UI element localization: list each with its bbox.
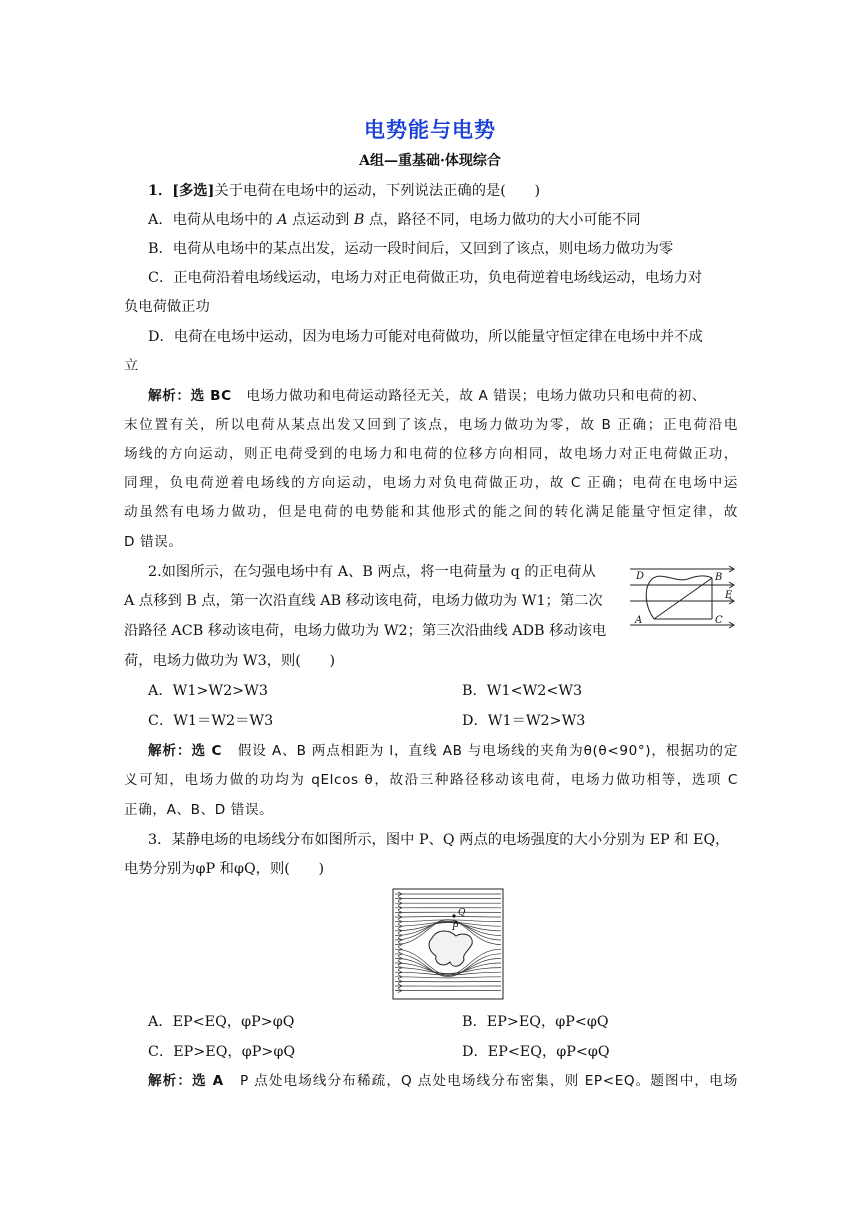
q1-solution-line1: 解析：选 BC 电场力做功和电荷运动路径无关，故 A 错误；电场力做功只和电荷的初、: [148, 388, 707, 404]
q1-solution-line5: 动虽然有电场力做功，但是电荷的电势能和其他形式的能之间的转化满足能量守恒定律，故: [124, 504, 738, 520]
label-q: Q: [458, 908, 466, 918]
q3-stem-line1: 3．某静电场的电场线分布如图所示，图中 P、Q 两点的电场强度的大小分别为 EP 和 EQ，: [148, 832, 730, 848]
q3-stem-line2: 电势分别为φP 和φQ，则( ): [124, 861, 325, 877]
charged-conductor: [429, 931, 472, 966]
field-line: [395, 922, 501, 930]
q2-stem-line3: 沿路径 ACB 移动该电荷，电场力做功为 W2；第三次沿曲线 ADB 移动该电: [124, 623, 607, 639]
label-c: C: [715, 615, 723, 626]
uniform-field-diagram: [626, 561, 738, 633]
section-subtitle: A组—重基础·体现综合: [359, 153, 501, 169]
q2-option-b: B．W1<W2<W3: [462, 683, 583, 699]
segment-ab: [654, 578, 712, 619]
q2-solution-line1: 解析：选 C 假设 A、B 两点相距为 l，直线 AB 与电场线的夹角为θ(θ<90°)，根据功的定: [148, 743, 739, 759]
solution-label: 解析：选 BC: [148, 388, 232, 404]
q1-option-c-line1: C．正电荷沿着电场线运动，电场力对正电荷做正功，负电荷逆着电场线运动，电场力对: [148, 270, 703, 286]
q2-stem-line4: 荷，电场力做功为 W3，则( ): [124, 653, 336, 669]
q2-stem-line2: A 点移到 B 点，第一次沿直线 AB 移动该电荷，电场力做功为 W1；第二次: [124, 593, 603, 609]
q3-option-d: D．EP<EQ，φP<φQ: [462, 1044, 610, 1060]
q1-solution-line3: 场线的方向运动，则正电荷受到的电场力和电荷的位移方向相同，故电场力对正电荷做正功，: [124, 446, 738, 462]
q1-solution-line4: 同理，负电荷逆着电场线的方向运动，电场力对负电荷做正功，故 C 正确；电荷在电场中运: [124, 475, 738, 491]
q3-option-b: B．EP>EQ，φP<φQ: [462, 1014, 609, 1030]
multi-select-tag: [多选]: [172, 183, 215, 199]
q1-option-d-line2: 立: [124, 358, 139, 374]
electric-field-lines-diagram: [392, 888, 504, 1000]
label-e: E: [725, 590, 733, 601]
field-line: [395, 916, 501, 917]
q1-solution-line2: 末位置有关，所以电荷从某点出发又回到了该点，电场力做功为零，故 B 正确；正电荷沿电: [124, 417, 738, 433]
q2-option-d: D．W1＝W2>W3: [462, 713, 586, 729]
label-a: A: [635, 615, 643, 626]
q3-option-a: A．EP<EQ，φP>φQ: [148, 1014, 295, 1030]
label-d: D: [636, 571, 645, 582]
label-p: P: [452, 923, 459, 933]
solution-label: 解析：选 C: [148, 743, 223, 759]
q3-option-c: C．EP>EQ，φP>φQ: [148, 1044, 296, 1060]
q1-option-c-line2: 负电荷做正功: [124, 299, 210, 315]
q2-solution-line2: 义可知，电场力做的功均为 qElcos θ，故沿三种路径移动该电荷，电场力做功相等，选项 C: [124, 772, 738, 788]
q1-option-a: A．电荷从电场中的 A 点运动到 B 点，路径不同，电场力做功的大小可能不同: [148, 212, 641, 228]
curve-adb: [646, 576, 712, 619]
q2-option-a: A．W1>W2>W3: [148, 683, 268, 699]
q1-stem: 1．[多选]关于电荷在电场中的运动，下列说法正确的是( ): [148, 183, 541, 199]
q2-option-c: C．W1＝W2＝W3: [148, 713, 274, 729]
q1-solution-line6: D 错误。: [124, 534, 183, 550]
q1-option-d-line1: D．电荷在电场中运动，因为电场力可能对电荷做功，所以能量守恒定律在电场中并不成: [148, 329, 703, 345]
q2-stem-line1: 2.如图所示，在匀强电场中有 A、B 两点，将一电荷量为 q 的正电荷从: [148, 564, 596, 580]
q1-option-b: B．电荷从电场中的某点出发，运动一段时间后，又回到了该点，则电场力做功为零: [148, 241, 674, 257]
page-title: 电势能与电势: [364, 118, 496, 142]
q2-solution-line3: 正确，A、B、D 错误。: [124, 802, 274, 818]
label-b: B: [715, 572, 723, 583]
point-q-marker: [452, 914, 455, 917]
solution-label: 解析：选 A: [148, 1073, 224, 1089]
q3-solution-line1: 解析：选 A P 点处电场线分布稀疏，Q 点处电场线分布密集，则 EP<EQ。题图中，电场: [148, 1073, 739, 1089]
